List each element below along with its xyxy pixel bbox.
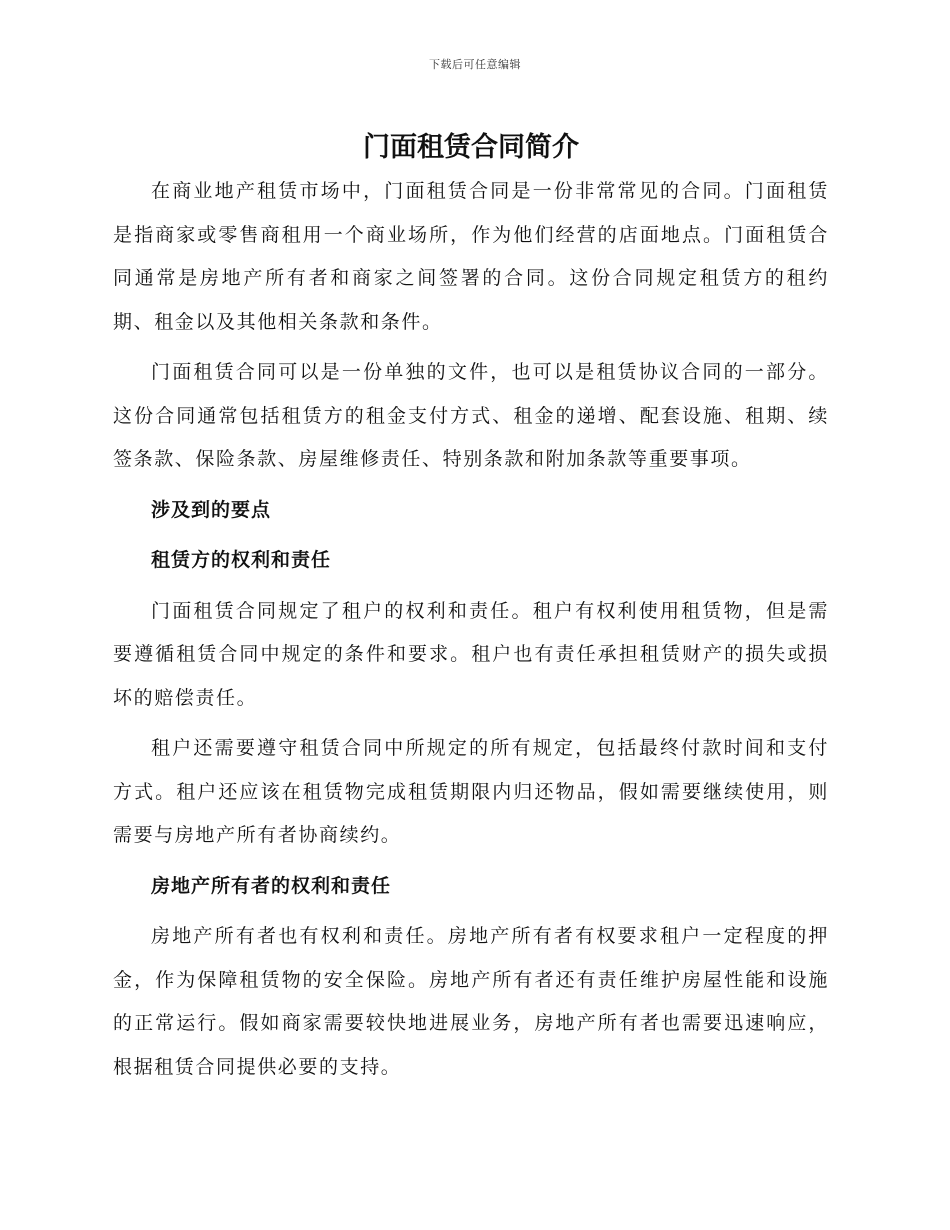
owner-paragraph-1: 房地产所有者也有权利和责任。房地产所有者有权要求租户一定程度的押金，作为保障租赁物的安全保险。房地产所有者还有责任维护房屋性能和设施的正常运行。假如商家需要较快地进展业务，房地产所有者也需要迅速响应，根据租赁合同提供必要的支持。: [113, 925, 829, 1078]
intro-paragraph-1: 在商业地产租赁市场中，门面租赁合同是一份非常常见的合同。门面租赁是指商家或零售商租用一个商业场所，作为他们经营的店面地点。门面租赁合同通常是房地产所有者和商家之间签署的合同。这份合同规定租赁方的租约期、租金以及其他相关条款和条件。: [113, 180, 829, 333]
section-heading-owner: 房地产所有者的权利和责任: [151, 874, 392, 897]
tenant-paragraph-1: 门面租赁合同规定了租户的权利和责任。租户有权利使用租赁物，但是需要遵循租赁合同中规定的条件和要求。租户也有责任承担租赁财产的损失或损坏的赔偿责任。: [113, 599, 829, 709]
document-body: [113, 128, 829, 1096]
intro-paragraph-2: 门面租赁合同可以是一份单独的文件，也可以是租赁协议合同的一部分。这份合同通常包括租赁方的租金支付方式、租金的递增、配套设施、租期、续签条款、保险条款、房屋维修责任、特别条款和附加条款等重要事项。: [113, 361, 829, 470]
tenant-paragraph-2: 租户还需要遵守租赁合同中所规定的所有规定，包括最终付款时间和支付方式。租户还应该在租赁物完成租赁期限内归还物品，假如需要继续使用，则需要与房地产所有者协商续约。: [113, 737, 829, 846]
document-title: 门面租赁合同简介: [363, 132, 579, 163]
page-header: 下载后可任意编辑: [429, 58, 521, 71]
section-heading-tenant: 租赁方的权利和责任: [151, 549, 332, 571]
section-heading-key-points: 涉及到的要点: [151, 498, 272, 521]
